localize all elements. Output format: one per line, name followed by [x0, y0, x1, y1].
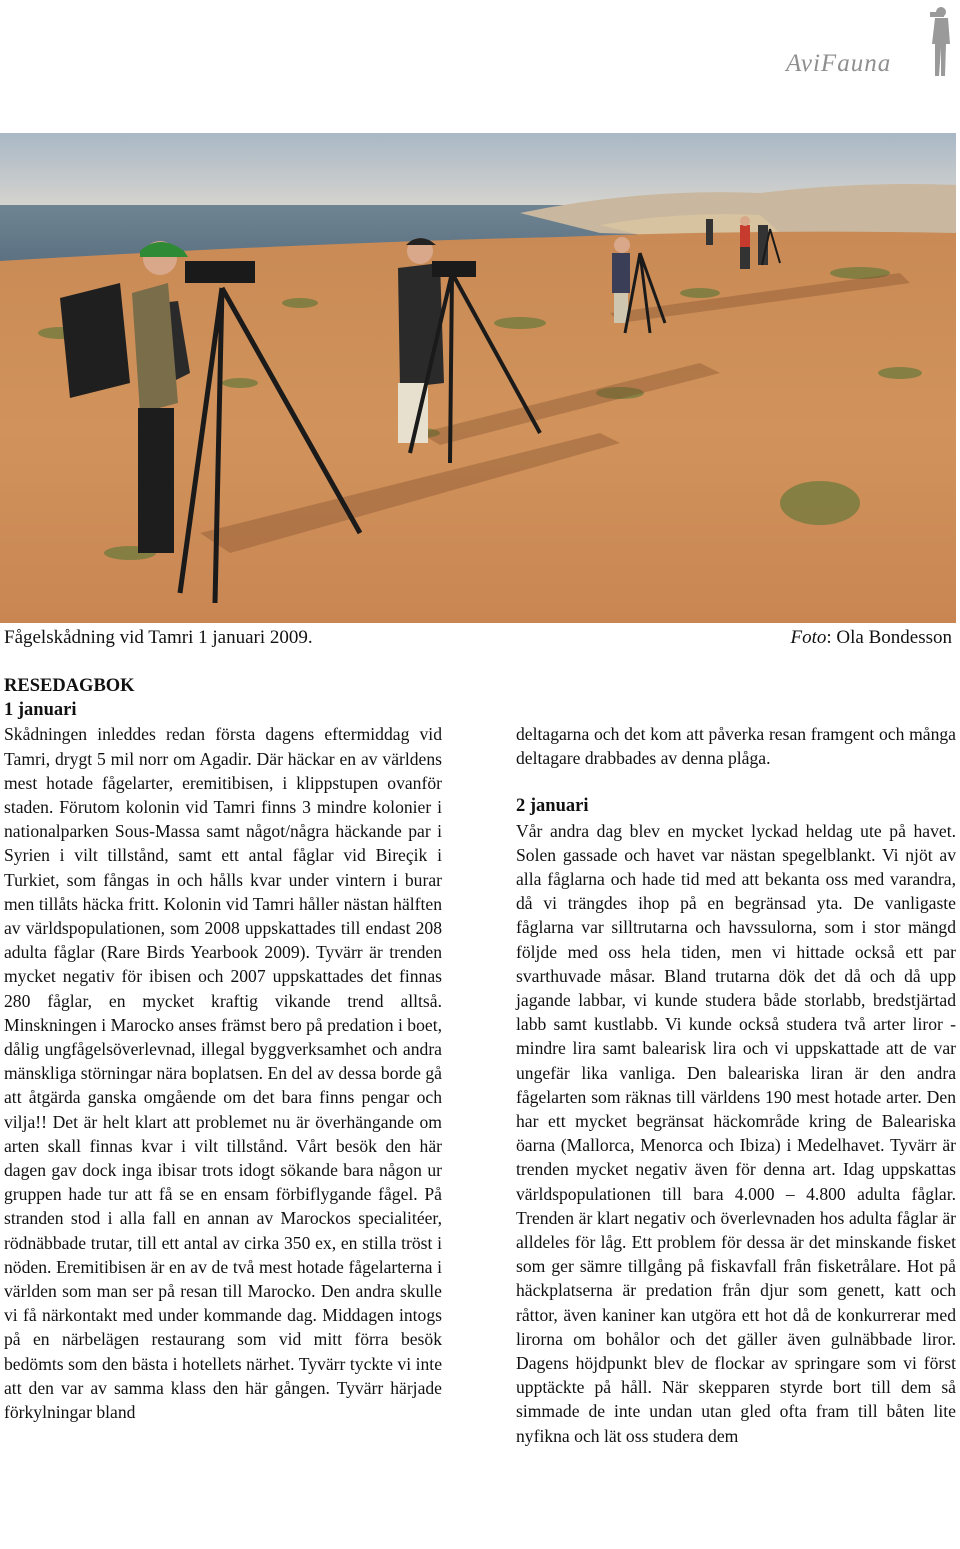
section-title: RESEDAGBOK [4, 676, 135, 696]
article-column-left [4, 674, 442, 1424]
photo-credit [791, 626, 953, 650]
birdwatching-photo [0, 133, 956, 623]
logo-text: AviFauna [786, 50, 892, 77]
day2-paragraph: Vår andra dag blev en mycket lyckad heldag ute på havet. Solen gassade och havet var nästan spegelblankt. Vi njöt av alla fåglarna och hade tid med att bekanta oss med varandra, då vi trängdes ihop på en begränsad yta. De vanligaste fåglarna var silltrutarna och havssulorna, som i stor mängd följde med oss hela tiden, men vi hittade också ett par svarthuvade måsar. Bland trutarna dök det då och då upp jagande labbar, vi kunde studera både storlabb, bredstjärtad labb samt kustlabb. Vi kunde också studera två arter liror - mindre lira samt balearisk lira och vi uppskattade att de var ungefär lika vanliga. Den baleariska liran är den andra fågelarten som räknas till världens 190 mest hotade arter. Den har ett mycket begränsat häckområde kring de Baleariska öarna (Mallorca, Menorca och Ibiza) i Medelhavet. Tyvärr är trenden mycket negativ även för denna art. Idag uppskattas världspopulationen till bara 4.000 – 4.800 adulta fåglar. Trenden är klart negativ och överlevnaden hos adulta fåglar är alldeles för låg. Ett problem för dessa är det minskande fisket som ger sämre tillgång på fiskavfall från fisketrålare. Hot på häckplatserna är predation från djur som genett, katt och råttor, även kaniner kan utgöra ett hot då de konkurrerar med lirorna om bohålor och det gäller även gulnäbbade liror. Dagens höjdpunkt blev de flockar av springare som vi först upptäckte på håll. När skepparen styrde bort till dem så simmade de inte undan utan gled ofta fram till båten lite nyfikna och lät oss studera dem [516, 820, 956, 1446]
avifauna-logo [780, 4, 956, 78]
day1-heading: 1 januari [4, 700, 77, 721]
day2-heading: 2 januari [516, 796, 589, 817]
photo-caption [4, 626, 952, 650]
article-column-right [516, 722, 956, 1448]
caption-text: Fågelskådning vid Tamri 1 januari 2009. [4, 627, 313, 648]
continuation-paragraph: deltagarna och det kom att påverka resan framgent och många deltagare drabbades av denna plåga. [516, 724, 956, 769]
day1-paragraph: Skådningen inleddes redan första dagens eftermiddag vid Tamri, drygt 5 mil norr om Agadir. Där häckar en av världens mest hotade fågelarter, eremitibisen, i klippstupen ovanför staden. Förutom kolonin vid Tamri finns 3 mindre kolonier i nationalparken Sous-Massa samt något/några häckande par i Syrien i vilt tillstånd, samt ett antal fåglar vid Bireçik i Turkiet, som fångas in och hålls kvar under vintern i burar men tillåts häcka fritt. Kolonin vid Tamri håller nästan hälften av världspopulationen, som 2008 uppskattades till endast 208 adulta fåglar (Rare Birds Yearbook 2009). Tyvärr är trenden mycket negativ för ibisen och 2007 uppskattades det finnas 280 fåglar, en mycket kraftig vikande trend alltså. Minskningen i Marocko anses främst bero på predation i boet, dålig ungfågelsöverlevnad, illegal byggverksamhet och andra mänskliga störningar nära boplatsen. En del av dessa borde gå att åtgärda ganska omgående om det bara finns pengar och vilja!! Det är helt klart att problemet nu är överhängande om arten skall finnas kvar i vilt tillstånd. Vårt besök den här dagen gav dock inga ibisar trots idogt sökande bara någon ur gruppen hade tur att få se en ensam förbiflygande fågel. På stranden stod i alla fall en annan av Marockos specialitéer, rödnäbbade trutar, till ett antal av cirka 350 ex, en stilla tröst i nöden. Eremitibisen är en av de två mest hotade fågelarterna i världen som man ser på resan till Marocko. Den andra skulle vi få närkontakt med under kommande dag. Middagen intogs på en närbelägen restaurang som vid mitt förra besök bedömts som den bästa i hotellets närhet. Tyvärr tyckte vi inte att den var av samma klass den här gången. Tyvärr härjade förkylningar bland [4, 724, 442, 1423]
credit-name: : Ola Bondesson [826, 627, 952, 648]
credit-label: Foto [790, 627, 827, 648]
birdwatcher-figure-icon [926, 4, 956, 78]
